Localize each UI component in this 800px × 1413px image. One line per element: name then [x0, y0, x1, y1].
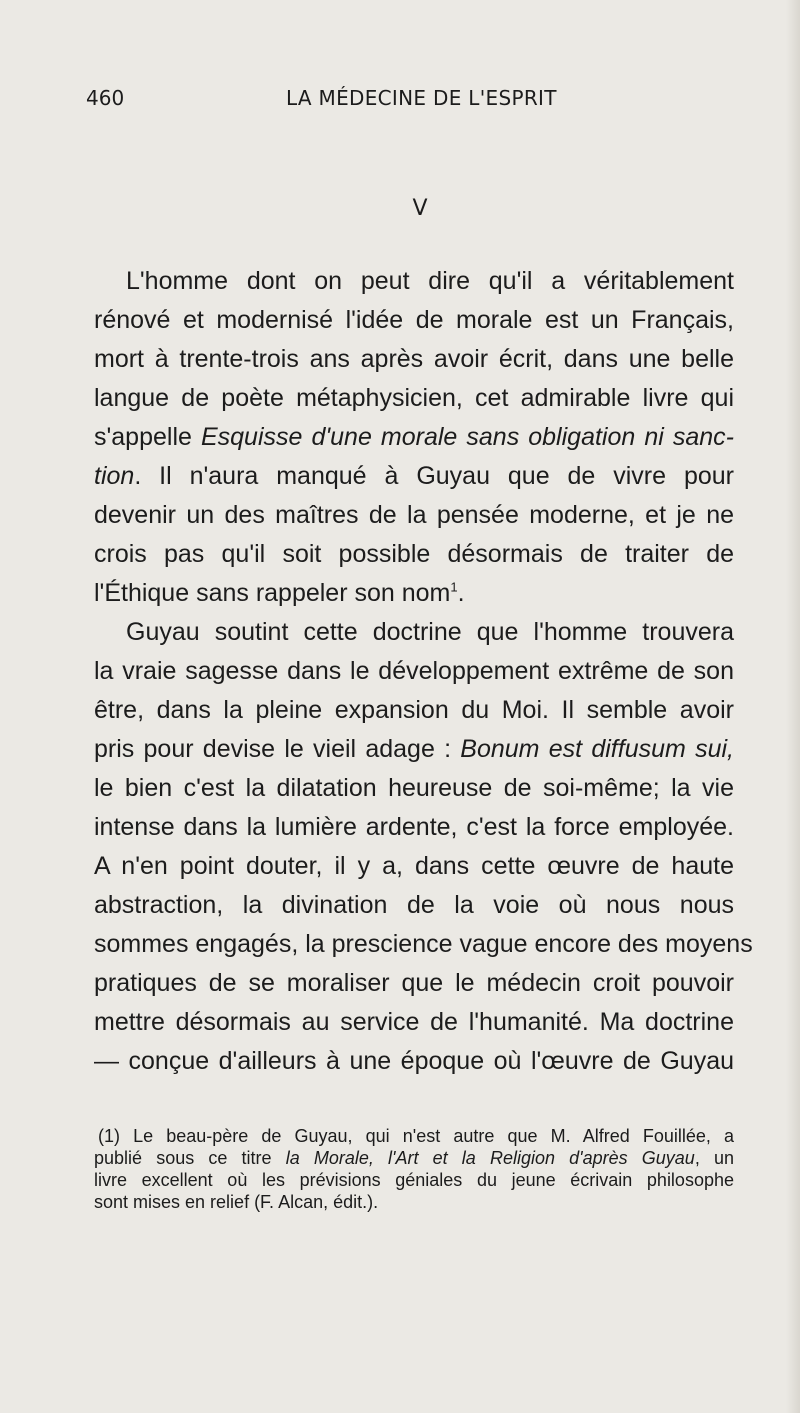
text-line: L'homme dont on peut dire qu'il a véritablement: [126, 267, 734, 295]
footnote-line: sont mises en relief (F. Alcan, édit.).: [94, 1192, 379, 1212]
section-number: V: [412, 196, 428, 221]
text-line: l'Éthique sans rappeler son nom$^1$.: [94, 579, 465, 607]
footnote-line: publié sous ce titre la Morale, l'Art et la Religion d'après Guyau, un: [94, 1148, 734, 1168]
text-line: devenir un des maîtres de la pensée moderne, et je ne: [94, 501, 734, 529]
text-line: crois pas qu'il soit possible désormais de traiter de: [94, 540, 734, 568]
text-line: Guyau soutint cette doctrine que l'homme trouvera: [126, 618, 734, 646]
page-number: 460: [86, 86, 125, 110]
running-title: LA MÉDECINE DE L'ESPRIT: [286, 86, 557, 110]
text-line: pris pour devise le vieil adage : Bonum est diffusum sui,: [94, 735, 734, 763]
text-line: abstraction, la divination de la voie où nous nous: [94, 891, 734, 919]
footnote-ref: 1: [450, 579, 458, 595]
text-line: intense dans la lumière ardente, c'est la force employée.: [94, 813, 734, 841]
text-line: langue de poète métaphysicien, cet admirable livre qui: [94, 384, 734, 412]
latin-adage: Bonum est diffusum sui,: [460, 735, 734, 763]
footnote-book-title: la Morale, l'Art et la Religion d'après Guyau: [285, 1148, 695, 1168]
book-title-end: tion: [94, 462, 135, 490]
text-line: — conçue d'ailleurs à une époque où l'œuvre de Guyau: [94, 1047, 734, 1075]
text-line: sommes engagés, la prescience vague encore des moyens: [94, 930, 753, 958]
text-line: mort à trente-trois ans après avoir écrit, dans une belle: [94, 345, 734, 373]
text-line: rénové et modernisé l'idée de morale est un Français,: [94, 306, 734, 334]
text-line: mettre désormais au service de l'humanité. Ma doctrine: [94, 1008, 734, 1036]
body-text: [94, 262, 753, 1081]
text-line: A n'en point douter, il y a, dans cette œuvre de haute: [94, 852, 734, 880]
footnote-line: (1) Le beau-père de Guyau, qui n'est autre que M. Alfred Fouillée, a: [98, 1126, 734, 1146]
text-line: le bien c'est la dilatation heureuse de soi-même; la vie: [94, 774, 734, 802]
text-line: pratiques de se moraliser que le médecin croit pouvoir: [94, 969, 734, 997]
text-line: être, dans la pleine expansion du Moi. Il semble avoir: [94, 696, 734, 724]
running-header: [86, 86, 746, 116]
footnote: [94, 1125, 734, 1213]
book-title: Esquisse d'une morale sans obligation ni sanc-: [200, 423, 734, 451]
text-line: la vraie sagesse dans le développement extrême de son: [94, 657, 734, 685]
footnote-line: livre excellent où les prévisions géniales du jeune écrivain philosophe: [94, 1170, 734, 1190]
text-line: tion. Il n'aura manqué à Guyau que de vivre pour: [94, 462, 734, 490]
text-line: s'appelle Esquisse d'une morale sans obligation ni sanc-: [94, 423, 734, 451]
